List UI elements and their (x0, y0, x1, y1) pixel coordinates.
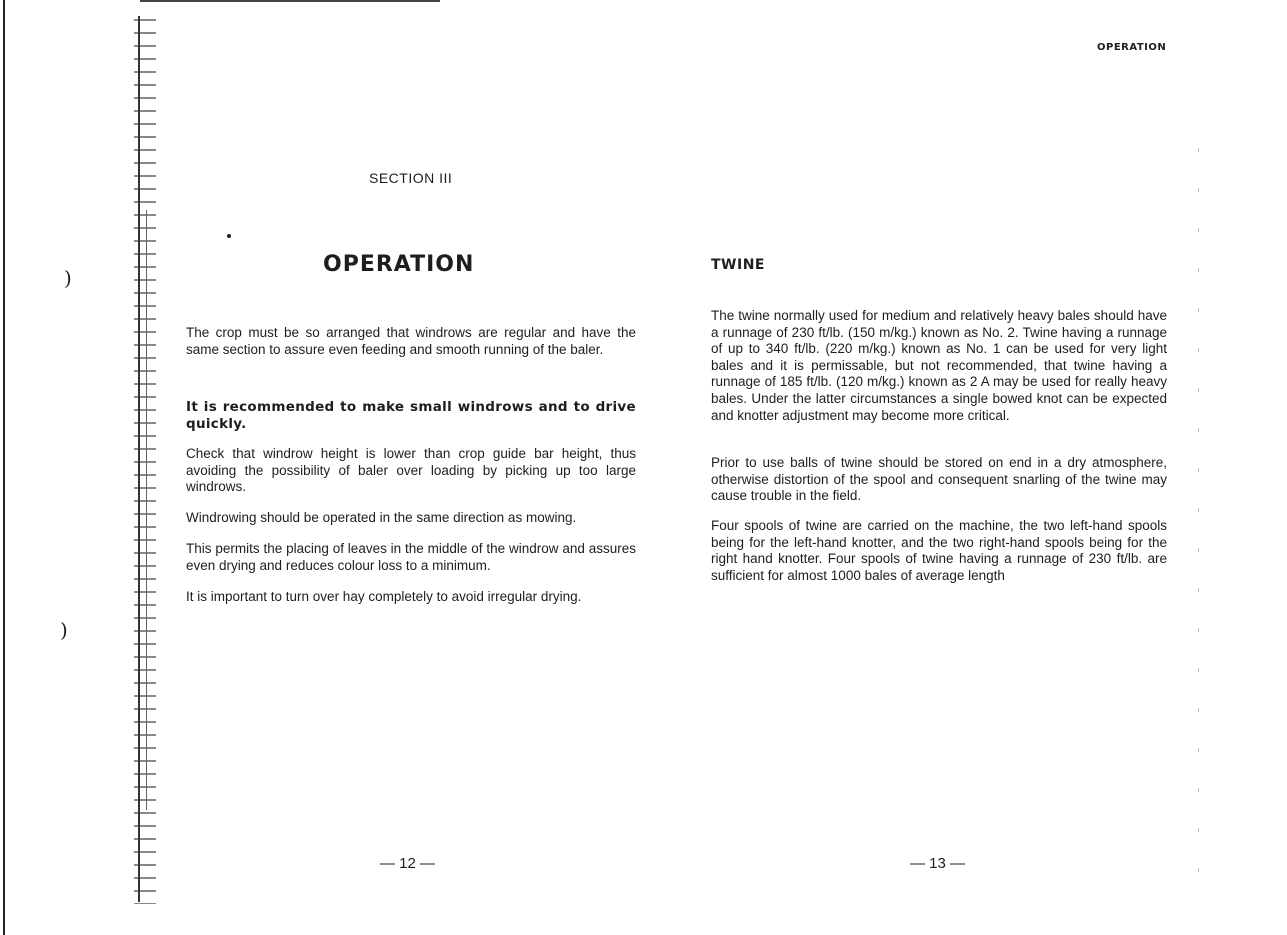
scan-edge-line (3, 0, 5, 935)
scan-top-line (140, 0, 440, 2)
section-heading-twine: TWINE (711, 257, 765, 273)
page-number-left: — 12 — (380, 855, 436, 872)
ink-speck (227, 234, 231, 238)
page-number-right: — 13 — (910, 855, 966, 872)
body-paragraph: The twine normally used for medium and relatively heavy bales should have a runnage of 230 ft/lb. (150 m/kg.) known as No. 2. Twine having a runnage of up to 340 ft/lb. (220 m/kg.) known as No. 1 can be used for very light bales and it is permissable, but not recommended, that twine having a runnage of 185 ft/lb. (120 m/kg.) known as 2 A may be used for really heavy bales. Under the latter circumstances a single bowed knot can be expected and knotter adjustment may become more critical. (711, 308, 1167, 423)
body-paragraph: It is important to turn over hay completely to avoid irregular drying. (186, 589, 582, 604)
punch-hole-mark: ) (64, 266, 72, 290)
body-paragraph: This permits the placing of leaves in the middle of the windrow and assures even drying and reduces colour loss to a minimum. (186, 541, 636, 573)
body-paragraph: Prior to use balls of twine should be stored on end in a dry atmosphere, otherwise distortion of the spool and consequent snarling of the twine may cause trouble in the field. (711, 455, 1167, 504)
binding-spine (138, 16, 140, 902)
section-label: SECTION III (369, 170, 453, 186)
punch-hole-mark: ) (60, 618, 68, 642)
running-header: OPERATION (1097, 42, 1167, 53)
body-paragraph: Check that windrow height is lower than crop guide bar height, thus avoiding the possibility of baler over loading by picking up too large windrows. (186, 446, 636, 495)
page-title: OPERATION (323, 252, 475, 277)
binding-spine-inner (146, 210, 147, 810)
body-paragraph: Four spools of twine are carried on the machine, the two left-hand spools being for the left-hand knotter, and the two right-hand spools being for the right hand knotter. Four spools of twine having a runnage of 230 ft/lb. are sufficient for almost 1000 bales of average length (711, 518, 1167, 583)
body-paragraph: The crop must be so arranged that windrows are regular and have the same section to assure even feeding and smooth running of the baler. (186, 325, 636, 357)
scan-right-edge (1198, 130, 1199, 890)
body-paragraph: Windrowing should be operated in the same direction as mowing. (186, 510, 577, 525)
emphasis-paragraph: It is recommended to make small windrows and to drive quickly. (186, 399, 636, 432)
